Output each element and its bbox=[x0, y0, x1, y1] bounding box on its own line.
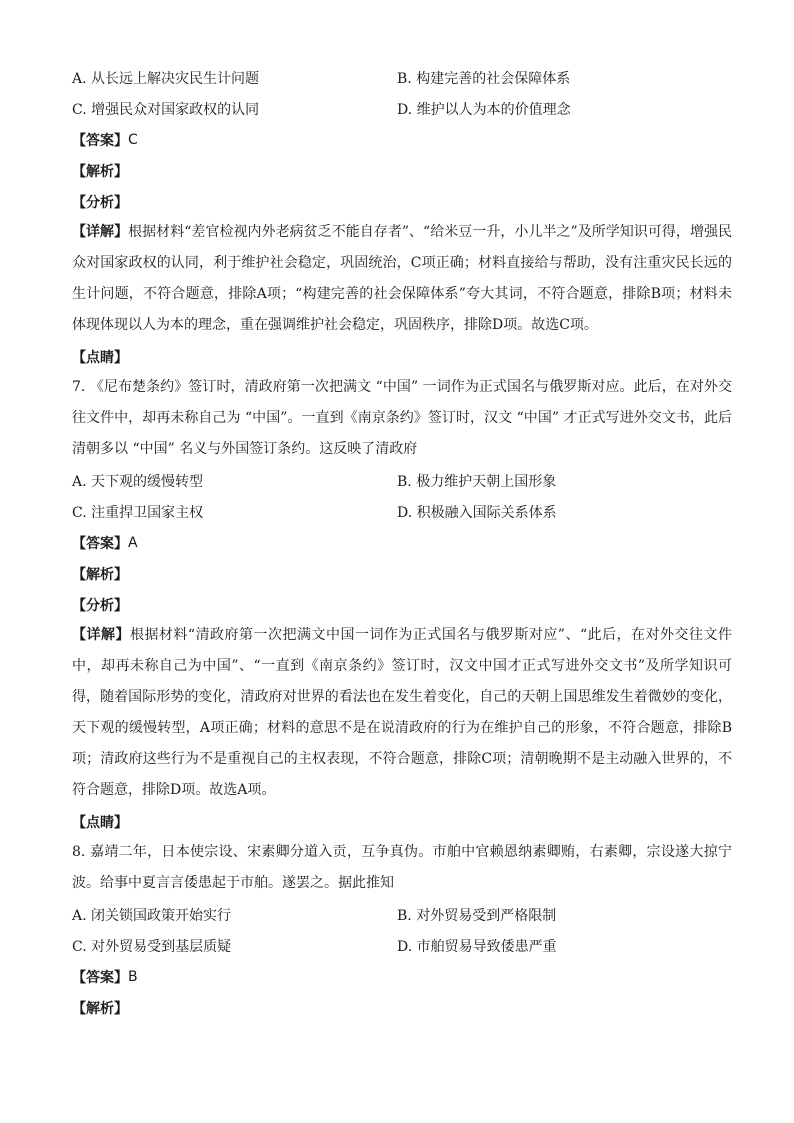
q6-xiangjie bbox=[72, 217, 732, 341]
q7-answer bbox=[72, 527, 732, 558]
q7-option-b: B. 极力维护天朝上国形象 bbox=[397, 473, 557, 490]
q6-option-a: A. 从长远上解决灾民生计问题 bbox=[72, 70, 260, 87]
q6-option-d: D. 维护以人为本的价值理念 bbox=[397, 101, 571, 118]
q6-answer bbox=[72, 124, 732, 155]
q8-answer-tag: 【答案】 bbox=[72, 969, 128, 986]
q8-answer bbox=[72, 961, 732, 992]
q6-xiangjie-text: 根据材料“差官检视内外老病贫乏不能自存者”、“给米豆一升，小儿半之”及所学知识可得，增强民众对国家政权的认同，利于维护社会稳定，巩固统治，C项正确；材料直接给与帮助，没有注重灾民长远的生计问题，不符合题意，排除A项；“构建完善的社会保障体系”夸大其词，不符合题意，排除B项；材料未体现体现以人为本的理念，重在强调维护社会稳定，巩固秩序，排除D项。故选C项。 bbox=[72, 224, 732, 333]
q6-dianjing-heading: 【点睛】 bbox=[72, 349, 128, 366]
q7-answer-tag: 【答案】 bbox=[72, 535, 128, 552]
q7-option-c: C. 注重捍卫国家主权 bbox=[72, 504, 204, 521]
q7-jiexi-heading: 【解析】 bbox=[72, 566, 128, 583]
q7-options-row-2 bbox=[72, 496, 732, 527]
q7-fenxi-heading: 【分析】 bbox=[72, 597, 128, 614]
q6-xiangjie-tag: 【详解】 bbox=[72, 224, 129, 240]
q8-option-c: C. 对外贸易受到基层质疑 bbox=[72, 938, 232, 955]
q7-xiangjie bbox=[72, 620, 732, 806]
q8-options-row-1 bbox=[72, 899, 732, 930]
q8-option-b: B. 对外贸易受到严格限制 bbox=[397, 907, 557, 924]
q6-answer-tag: 【答案】 bbox=[72, 132, 128, 149]
q8-stem: 8. 嘉靖二年，日本使宗设、宋素卿分道入贡，互争真伪。市舶中官赖恩纳素卿贿，右素卿，宗设遂大掠宁波。给事中夏言言倭患起于市舶。遂罢之。据此推知 bbox=[72, 844, 732, 891]
q7-answer-value: A bbox=[128, 534, 138, 551]
q7-xiangjie-tag: 【详解】 bbox=[72, 627, 130, 643]
q8-options-row-2 bbox=[72, 930, 732, 961]
q7-option-d: D. 积极融入国际关系体系 bbox=[397, 504, 557, 521]
q6-options-row-1 bbox=[72, 62, 732, 93]
q6-option-b: B. 构建完善的社会保障体系 bbox=[397, 70, 571, 87]
q7-options-row-1 bbox=[72, 465, 732, 496]
q6-answer-value: C bbox=[128, 131, 138, 148]
q8-jiexi-heading: 【解析】 bbox=[72, 1000, 128, 1017]
q8-option-a: A. 闭关锁国政策开始实行 bbox=[72, 907, 232, 924]
document-page bbox=[72, 62, 732, 1023]
q8-option-d: D. 市舶贸易导致倭患严重 bbox=[397, 938, 557, 955]
q6-fenxi-heading: 【分析】 bbox=[72, 194, 128, 211]
q8-answer-value: B bbox=[128, 968, 138, 985]
q6-options-row-2 bbox=[72, 93, 732, 124]
q7-stem: 7. 《尼布楚条约》签订时，清政府第一次把满文 “中国” 一词作为正式国名与俄罗斯对应。此后，在对外交往文件中，却再未称自己为 “中国”。一直到《南京条约》签订时，汉文 “中国” 才正式写进外交文书，此后清朝多以 “中国” 名义与外国签订条约。这反映了清政府 bbox=[72, 379, 732, 457]
q6-option-c: C. 增强民众对国家政权的认同 bbox=[72, 101, 260, 118]
q7-dianjing-heading: 【点睛】 bbox=[72, 814, 128, 831]
q6-jiexi-heading: 【解析】 bbox=[72, 163, 128, 180]
q7-option-a: A. 天下观的缓慢转型 bbox=[72, 473, 204, 490]
q7-xiangjie-text: 根据材料“清政府第一次把满文中国一词作为正式国名与俄罗斯对应”、“此后，在对外交往文件中，却再未称自己为中国”、“一直到《南京条约》签订时，汉文中国才正式写进外交文书”及所学知识可得，随着国际形势的变化，清政府对世界的看法也在发生着变化，自己的天朝上国思维发生着微妙的变化，天下观的缓慢转型，A项正确；材料的意思不是在说清政府的行为在维护自己的形象，不符合题意，排除B项；清政府这些行为不是重视自己的主权表现，不符合题意，排除C项；清朝晚期不是主动融入世界的，不符合题意，排除D项。故选A项。 bbox=[72, 627, 732, 798]
